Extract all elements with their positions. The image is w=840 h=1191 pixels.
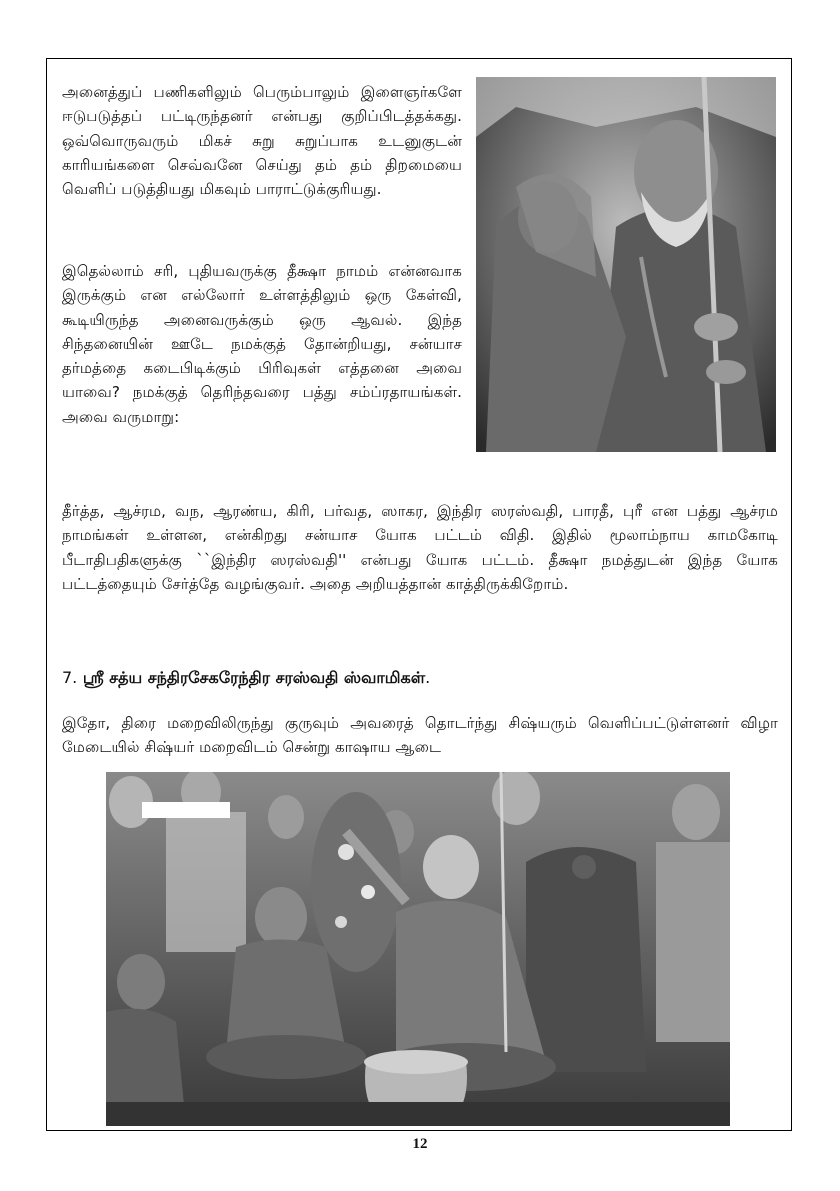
paragraph-diksha-name: இதெல்லாம் சரி, புதியவருக்கு தீக்ஷா நாமம் என்னவாக இருக்கும் என எல்லோர் உள்ளத்திலும் ஒரு கேள்வி, கூடியிருந்த அனைவருக்கும் ஒரு ஆவல். இந்த சிந்தனையின் ஊடே நமக்குத் தோன்றியது, சன்யாச தர்மத்தை கடைபிடிக்கும் பிரிவுகள் எத்தனை அவை யாவை? நமக்குத் தெரிந்தவரை பத்து சம்ப்ரதாயங்கள். அவை வருமாறு: (62, 262, 462, 426)
heading-number: 7. (62, 668, 78, 687)
paragraph-guru-emerges: இதோ, திரை மறைவிலிருந்து குருவும் அவரைத் தொடர்ந்து சிஷ்யரும் வெளிப்பட்டுள்ளனர் விழா மேடையில் சிஷ்யர் மறைவிடம் சென்று காஷாய ஆடை (62, 714, 778, 757)
section-heading (62, 666, 778, 690)
heading-end: . (425, 668, 431, 687)
page-number: 12 (412, 1136, 428, 1152)
photo-initiation-ceremony (106, 772, 730, 1126)
heading-title: ஸ்ரீ சத்ய சந்திரசேகரேந்திர சரஸ்வதி ஸ்வாமிகள் (82, 668, 426, 687)
photo-guru-with-disciple (476, 77, 776, 452)
paragraph-volunteers: அனைத்துப் பணிகளிலும் பெரும்பாலும் இளைஞர்களே ஈடுபடுத்தப் பட்டிருந்தனர் என்பது குறிப்பிடத்தக்கது. ஒவ்வொருவரும் மிகச் சுறு சுறுப்பாக உடனுகுடன் காரியங்களை செவ்வனே செய்து தம் தம் திறமையை வெளிப் படுத்தியது மிகவும் பாராட்டுக்குரியது. (62, 83, 462, 199)
paragraph-ashrama-names: தீர்த்த, ஆச்ரம, வந, ஆரண்ய, கிரி, பர்வத, ஸாகர, இந்திர ஸரஸ்வதி, பாரதீ, புரீ என பத்து ஆச்ரம நாமங்கள் உள்ளன, என்கிறது சன்யாச யோக பட்டம் விதி. இதில் மூலாம்நாய காமகோடி பீடாதிபதிகளுக்கு ``இந்திர ஸரஸ்வதி'' என்பது யோக பட்டம். தீக்ஷா நமத்துடன் இந்த யோக பட்டத்தையும் சேர்த்தே வழங்குவர். அதை அறியத்தான் காத்திருக்கிறோம். (62, 502, 778, 593)
